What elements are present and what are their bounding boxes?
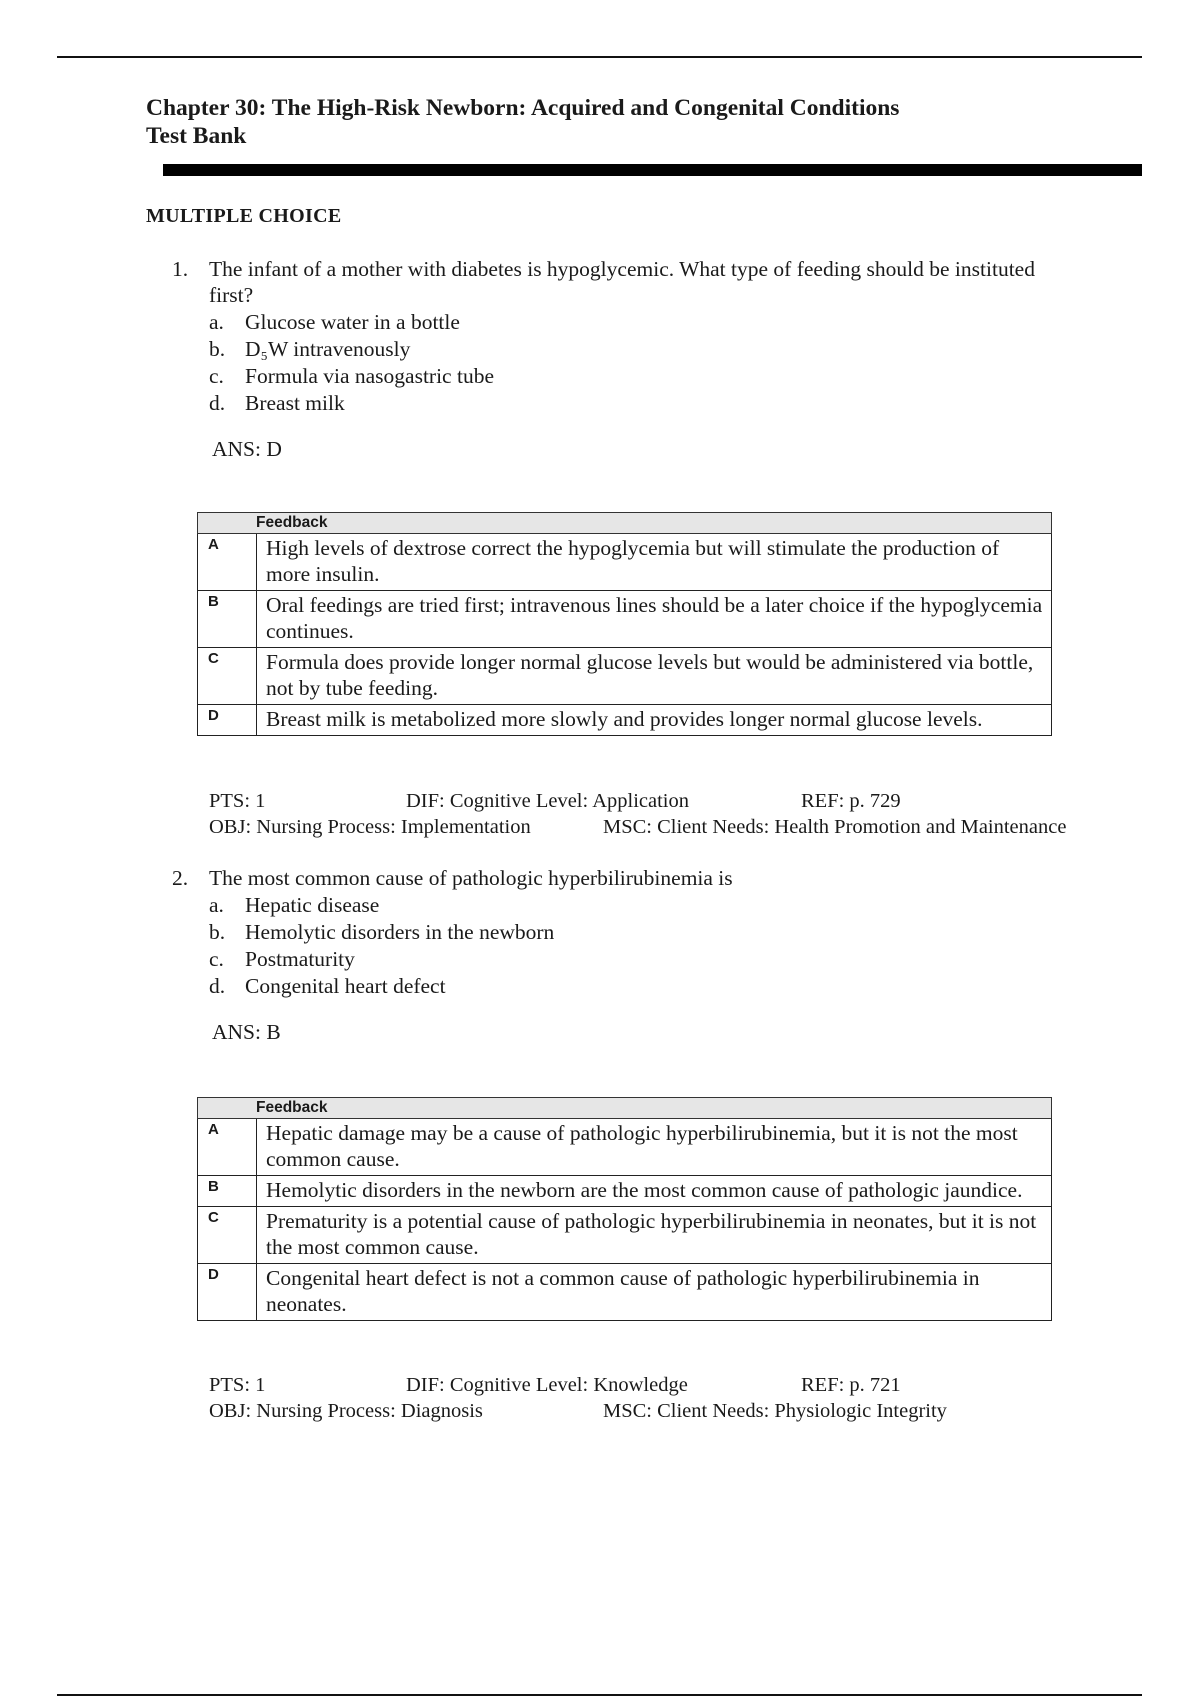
metadata-row	[209, 814, 1149, 840]
feedback-letter: A	[198, 1119, 257, 1176]
feedback-text: Hemolytic disorders in the newborn are the most common cause of pathologic jaundice.	[257, 1176, 1052, 1207]
reference: REF: p. 729	[801, 790, 901, 812]
option-d	[209, 390, 1132, 417]
feedback-row	[198, 1207, 1052, 1264]
feedback-header: Feedback	[198, 1098, 1052, 1119]
title-divider-bar	[163, 164, 1142, 176]
option-c	[209, 363, 1132, 390]
top-rule	[57, 56, 1142, 58]
option-text: Hemolytic disorders in the newborn	[245, 920, 555, 944]
metadata-row	[209, 1398, 1149, 1424]
feedback-row	[198, 1176, 1052, 1207]
feedback-header: Feedback	[198, 513, 1052, 534]
chapter-title	[146, 94, 899, 150]
option-c	[209, 946, 1132, 973]
feedback-letter: B	[198, 1176, 257, 1207]
question-2	[172, 865, 1132, 1045]
option-letter: c.	[209, 947, 224, 971]
question-number: 2.	[172, 866, 189, 890]
feedback-table-2	[197, 1097, 1052, 1321]
objective: OBJ: Nursing Process: Implementation	[209, 816, 531, 838]
option-d	[209, 973, 1132, 1000]
option-text: D₅W intravenously	[245, 337, 411, 361]
feedback-letter: D	[198, 705, 257, 736]
feedback-row	[198, 705, 1052, 736]
metadata-row	[209, 788, 1149, 814]
feedback-letter: C	[198, 648, 257, 705]
chapter-title-line2: Test Bank	[146, 123, 247, 149]
answer-options	[209, 892, 1132, 1000]
option-text: Hepatic disease	[245, 893, 380, 917]
option-text: Breast milk	[245, 391, 345, 415]
client-needs: MSC: Client Needs: Physiologic Integrity	[603, 1400, 947, 1422]
option-b	[209, 919, 1132, 946]
option-text: Postmaturity	[245, 947, 355, 971]
feedback-letter: C	[198, 1207, 257, 1264]
option-letter: c.	[209, 364, 224, 388]
option-text: Congenital heart defect	[245, 974, 446, 998]
option-letter: a.	[209, 893, 224, 917]
feedback-letter: D	[198, 1264, 257, 1321]
metadata-row	[209, 1372, 1149, 1398]
option-letter: a.	[209, 310, 224, 334]
answer-options	[209, 309, 1132, 417]
points: PTS: 1	[209, 790, 266, 812]
feedback-row	[198, 1264, 1052, 1321]
question-metadata-2	[209, 1372, 1149, 1424]
difficulty: DIF: Cognitive Level: Knowledge	[406, 1374, 688, 1396]
feedback-text: Breast milk is metabolized more slowly and provides longer normal glucose levels.	[257, 705, 1052, 736]
question-text: The most common cause of pathologic hyperbilirubinemia is	[209, 866, 733, 890]
feedback-text: Formula does provide longer normal glucose levels but would be administered via bottle, not by tube feeding.	[257, 648, 1052, 705]
option-b	[209, 336, 1132, 363]
question-1	[172, 256, 1132, 462]
option-text: Glucose water in a bottle	[245, 310, 460, 334]
question-stem	[172, 256, 1132, 308]
option-letter: b.	[209, 337, 226, 361]
bottom-rule	[57, 1694, 1142, 1696]
feedback-row	[198, 648, 1052, 705]
option-letter: d.	[209, 974, 226, 998]
option-text: Formula via nasogastric tube	[245, 364, 494, 388]
answer-key: ANS: D	[212, 437, 282, 461]
question-metadata-1	[209, 788, 1149, 840]
feedback-row	[198, 1119, 1052, 1176]
feedback-row	[198, 591, 1052, 648]
option-letter: b.	[209, 920, 226, 944]
feedback-text: Hepatic damage may be a cause of pathologic hyperbilirubinemia, but it is not the most common cause.	[257, 1119, 1052, 1176]
feedback-letter: A	[198, 534, 257, 591]
feedback-text: Prematurity is a potential cause of pathologic hyperbilirubinemia in neonates, but it is not the most common cause.	[257, 1207, 1052, 1264]
reference: REF: p. 721	[801, 1374, 901, 1396]
option-a	[209, 309, 1132, 336]
feedback-header-row	[198, 1098, 1052, 1119]
objective: OBJ: Nursing Process: Diagnosis	[209, 1400, 483, 1422]
feedback-text: Congenital heart defect is not a common cause of pathologic hyperbilirubinemia in neonates.	[257, 1264, 1052, 1321]
difficulty: DIF: Cognitive Level: Application	[406, 790, 689, 812]
feedback-table-1	[197, 512, 1052, 736]
points: PTS: 1	[209, 1374, 266, 1396]
chapter-title-line1: Chapter 30: The High-Risk Newborn: Acquired and Congenital Conditions	[146, 95, 900, 121]
client-needs: MSC: Client Needs: Health Promotion and Maintenance	[603, 816, 1067, 838]
question-stem	[172, 865, 1132, 891]
option-letter: d.	[209, 391, 226, 415]
answer-key: ANS: B	[212, 1020, 281, 1044]
question-number: 1.	[172, 257, 189, 281]
feedback-header-row	[198, 513, 1052, 534]
section-heading: MULTIPLE CHOICE	[146, 205, 342, 227]
feedback-letter: B	[198, 591, 257, 648]
question-text: The infant of a mother with diabetes is hypoglycemic. What type of feeding should be instituted first?	[209, 257, 1035, 307]
feedback-text: High levels of dextrose correct the hypoglycemia but will stimulate the production of more insulin.	[257, 534, 1052, 591]
option-a	[209, 892, 1132, 919]
feedback-row	[198, 534, 1052, 591]
feedback-text: Oral feedings are tried first; intravenous lines should be a later choice if the hypoglycemia continues.	[257, 591, 1052, 648]
